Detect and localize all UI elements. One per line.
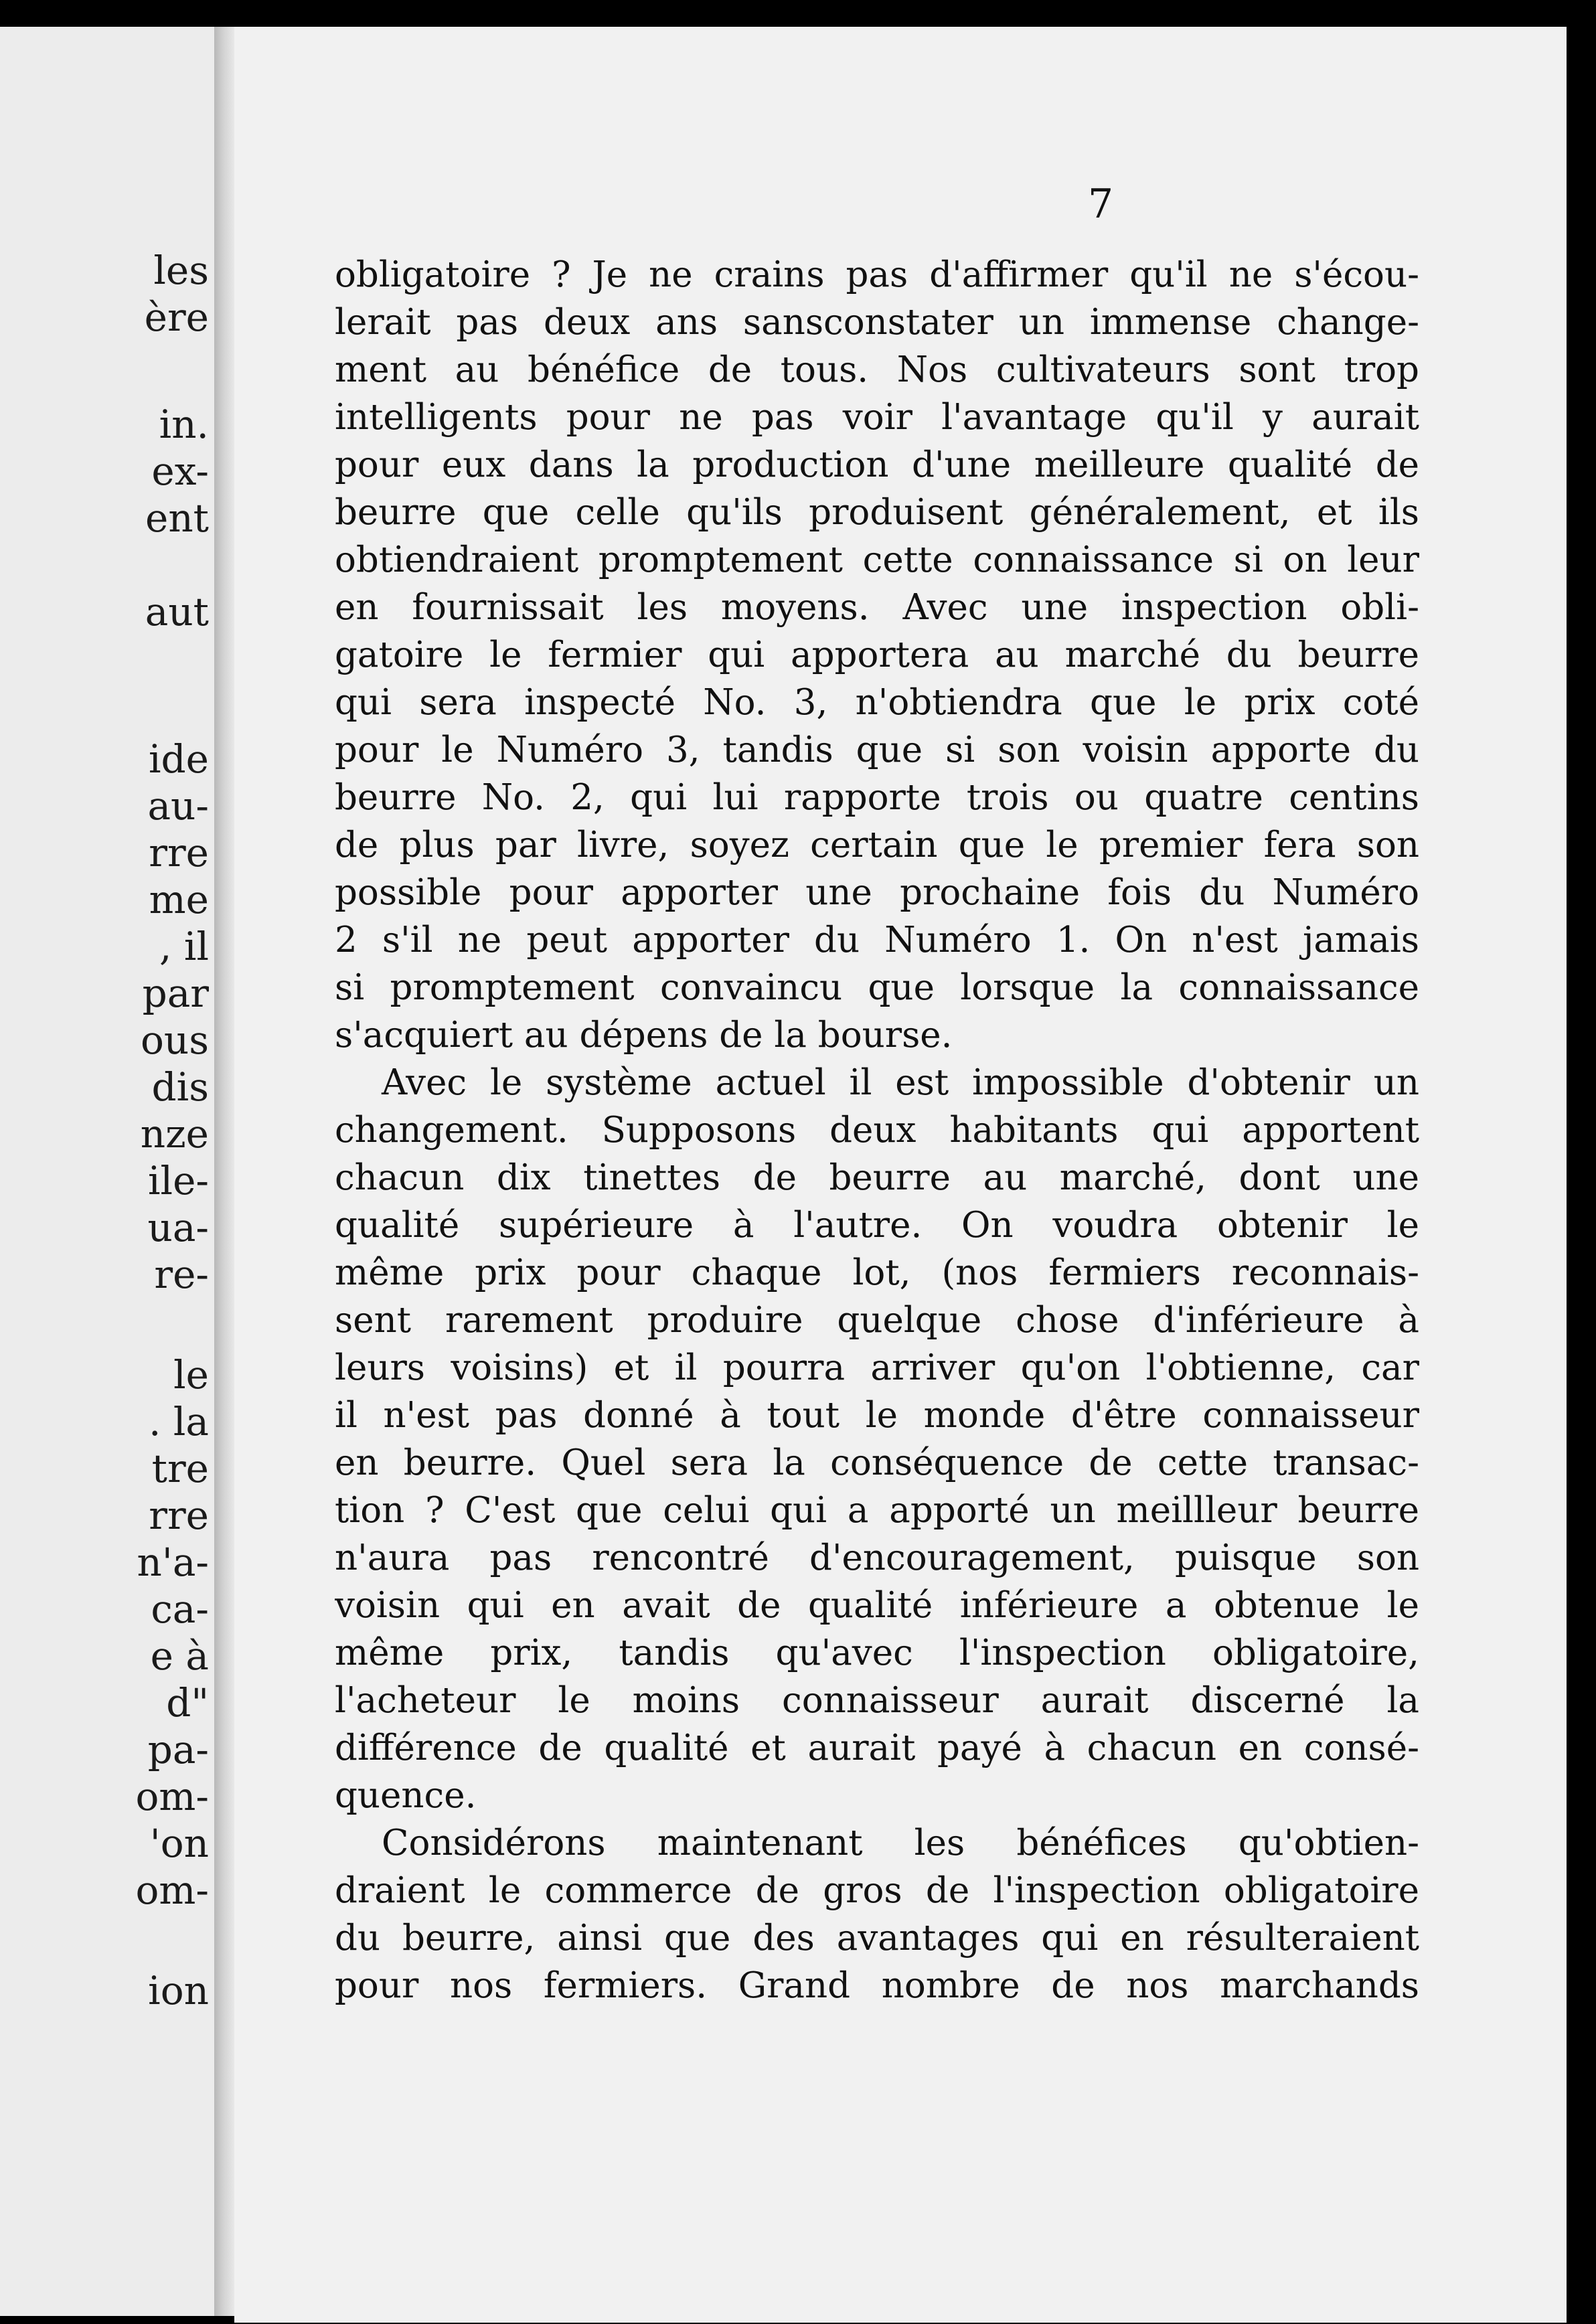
left-margin-fragment: e à xyxy=(150,1633,209,1679)
text-line: lerait pas deux ans sansconstater un immense change- xyxy=(335,302,1419,343)
text-line: 2 s'il ne peut apporter du Numéro 1. On n'est jamais xyxy=(335,920,1419,961)
text-line: qualité supérieure à l'autre. On voudra obtenir le xyxy=(335,1205,1419,1246)
left-margin-fragment: d" xyxy=(166,1680,209,1726)
page-number: 7 xyxy=(1088,181,1114,228)
left-margin-fragment: om- xyxy=(135,1868,209,1913)
book-gutter xyxy=(214,27,234,2316)
text-line: beurre que celle qu'ils produisent généralement, et ils xyxy=(335,492,1419,533)
left-margin-fragment: ua- xyxy=(147,1205,209,1250)
text-line: voisin qui en avait de qualité inférieure a obtenue le xyxy=(335,1585,1419,1626)
left-margin-fragment: dis xyxy=(151,1064,209,1110)
text-line: qui sera inspecté No. 3, n'obtiendra que le prix coté xyxy=(335,682,1419,723)
left-margin-fragment: ous xyxy=(140,1017,209,1063)
left-margin-fragment: ide xyxy=(148,736,209,782)
left-margin-fragment: 'on xyxy=(149,1821,209,1866)
text-line: il n'est pas donné à tout le monde d'être connaisseur xyxy=(335,1395,1419,1436)
left-margin-fragment: rre xyxy=(149,830,209,876)
left-margin-fragment: om- xyxy=(135,1774,209,1819)
text-line: de plus par livre, soyez certain que le premier fera son xyxy=(335,825,1419,865)
text-line: en fournissait les moyens. Avec une inspection obli- xyxy=(335,587,1419,628)
left-margin-fragment: in. xyxy=(159,402,209,447)
text-line: obtiendraient promptement cette connaissance si on leur xyxy=(335,540,1419,580)
left-page-edge xyxy=(0,27,214,2316)
text-line: pour eux dans la production d'une meilleure qualité de xyxy=(335,444,1419,485)
text-line: leurs voisins) et il pourra arriver qu'on l'obtienne, car xyxy=(335,1347,1419,1388)
left-margin-fragment: , il xyxy=(159,924,209,969)
left-margin-fragment: aut xyxy=(145,589,209,635)
text-line: Considérons maintenant les bénéfices qu'obtien- xyxy=(382,1823,1419,1863)
left-margin-fragment: me xyxy=(149,877,209,922)
text-line: l'acheteur le moins connaisseur aurait discerné la xyxy=(335,1680,1419,1721)
text-line: quence. xyxy=(335,1775,477,1816)
left-margin-fragment: au- xyxy=(147,783,209,829)
left-margin-fragment: n'a- xyxy=(137,1540,209,1585)
text-line: ment au bénéfice de tous. Nos cultivateurs sont trop xyxy=(335,349,1419,390)
text-line: même prix pour chaque lot, (nos fermiers reconnais- xyxy=(335,1252,1419,1293)
text-line: obligatoire ? Je ne crains pas d'affirmer qu'il ne s'écou- xyxy=(335,254,1419,295)
text-line: en beurre. Quel sera la conséquence de cette transac- xyxy=(335,1442,1419,1483)
left-margin-fragment: . la xyxy=(148,1399,209,1444)
text-line: draient le commerce de gros de l'inspection obligatoire xyxy=(335,1870,1419,1911)
text-line: chacun dix tinettes de beurre au marché, dont une xyxy=(335,1157,1419,1198)
left-margin-fragment: nze xyxy=(140,1111,209,1157)
left-margin-fragment: les xyxy=(153,248,209,293)
text-line: gatoire le fermier qui apportera au marché du beurre xyxy=(335,635,1419,675)
left-margin-fragment: ion xyxy=(148,1968,209,2013)
left-margin-fragment: ère xyxy=(144,295,209,340)
scan-right-border xyxy=(1567,0,1596,2324)
text-line: Avec le système actuel il est impossible d'obtenir un xyxy=(382,1062,1419,1103)
text-line: pour le Numéro 3, tandis que si son voisin apporte du xyxy=(335,730,1419,770)
text-line: intelligents pour ne pas voir l'avantage qu'il y aurait xyxy=(335,397,1419,438)
left-margin-fragment: re- xyxy=(154,1252,209,1297)
text-line: différence de qualité et aurait payé à chacun en consé- xyxy=(335,1728,1419,1768)
text-line: sent rarement produire quelque chose d'inférieure à xyxy=(335,1300,1419,1341)
left-margin-fragment: ca- xyxy=(151,1586,209,1632)
text-line: du beurre, ainsi que des avantages qui en résulteraient xyxy=(335,1918,1419,1959)
text-line: même prix, tandis qu'avec l'inspection obligatoire, xyxy=(335,1633,1419,1673)
text-line: changement. Supposons deux habitants qui apportent xyxy=(335,1110,1419,1151)
text-line: s'acquiert au dépens de la bourse. xyxy=(335,1015,953,1056)
left-margin-fragment: ex- xyxy=(151,448,209,494)
left-margin-fragment: rre xyxy=(149,1493,209,1538)
left-margin-fragment: ent xyxy=(145,495,209,541)
left-margin-fragment: ile- xyxy=(147,1158,209,1204)
left-margin-fragment: le xyxy=(173,1352,209,1398)
left-margin-fragment: pa- xyxy=(147,1727,209,1772)
text-line: beurre No. 2, qui lui rapporte trois ou quatre centins xyxy=(335,777,1419,818)
body-text xyxy=(335,251,1419,2009)
text-line: possible pour apporter une prochaine fois du Numéro xyxy=(335,872,1419,913)
text-line: pour nos fermiers. Grand nombre de nos marchands xyxy=(335,1965,1419,2006)
text-line: n'aura pas rencontré d'encouragement, puisque son xyxy=(335,1538,1419,1578)
left-margin-fragment: par xyxy=(142,971,209,1016)
text-line: tion ? C'est que celui qui a apporté un meillleur beurre xyxy=(335,1490,1419,1531)
left-margin-fragment: tre xyxy=(151,1446,209,1491)
text-line: si promptement convaincu que lorsque la connaissance xyxy=(335,967,1419,1008)
